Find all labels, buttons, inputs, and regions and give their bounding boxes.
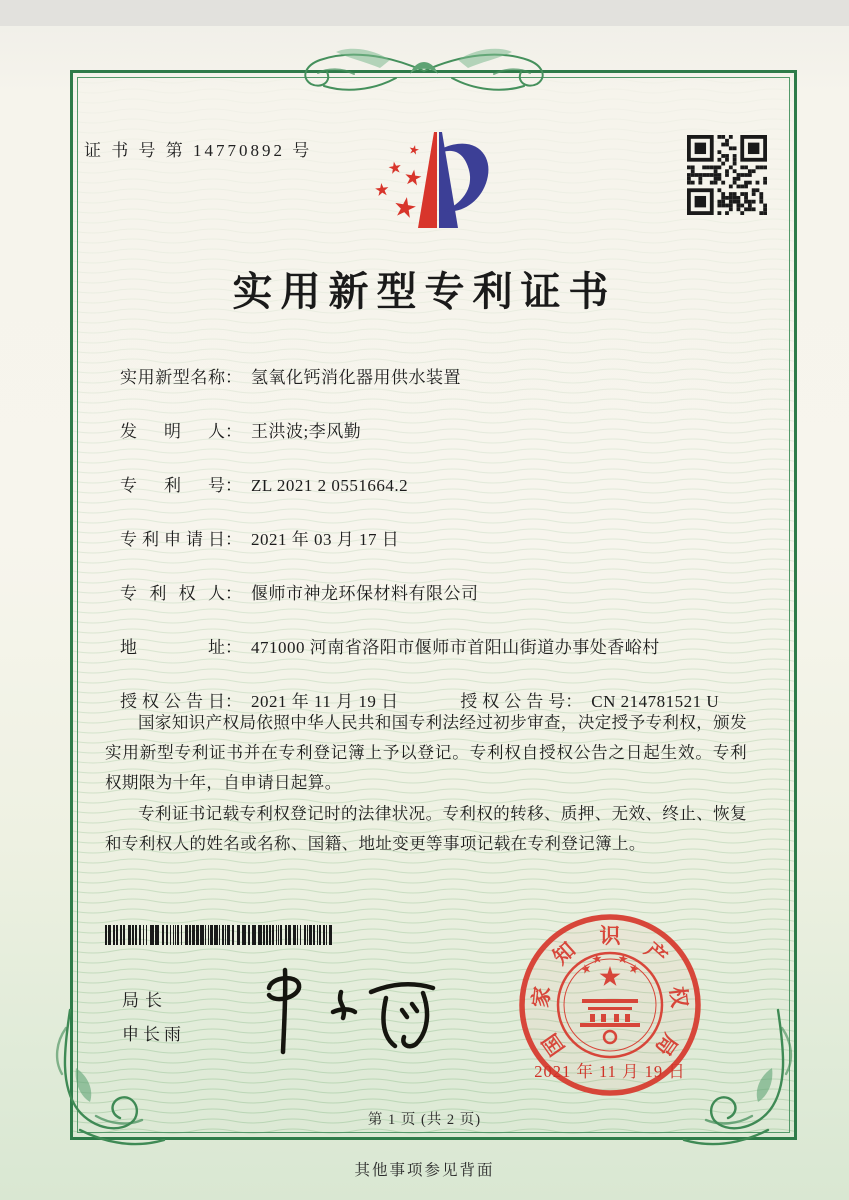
field-label: 专利权人 bbox=[120, 584, 225, 603]
page-number: 第 1 页 (共 2 页) bbox=[367, 1112, 482, 1128]
field-row-name bbox=[120, 363, 760, 388]
signer-name: 申长雨 bbox=[122, 1025, 185, 1044]
field-value: 471000 河南省洛阳市偃师市首阳山街道办事处香峪村 bbox=[251, 638, 660, 657]
field-row-address bbox=[120, 633, 760, 658]
field-label: 专利号 bbox=[120, 476, 225, 495]
colon: ： bbox=[225, 692, 242, 711]
field-label: 授权公告日 bbox=[120, 692, 225, 711]
field-label: 专利申请日 bbox=[120, 530, 225, 549]
svg-text:局: 局 bbox=[650, 1029, 683, 1061]
colon: ： bbox=[225, 530, 242, 549]
field-value: 2021 年 03 月 17 日 bbox=[251, 530, 400, 549]
svg-text:权: 权 bbox=[665, 985, 692, 1009]
field-row-inventor bbox=[120, 417, 760, 442]
field-label: 发明人 bbox=[120, 422, 225, 441]
fields-section bbox=[120, 363, 760, 741]
field-label: 地址 bbox=[120, 638, 225, 657]
legal-paragraph-1: 国家知识产权局依照中华人民共和国专利法经过初步审查，决定授予专利权，颁发实用新型专利证书并在专利登记簿上予以登记。专利权自授权公告之日起生效。专利权期限为十年，自申请日起算。 bbox=[105, 713, 747, 793]
barcode bbox=[105, 925, 337, 945]
grant-date-value: 2021 年 11 月 19 日 bbox=[251, 692, 399, 711]
colon: ： bbox=[225, 638, 242, 657]
legal-text bbox=[105, 708, 747, 859]
certificate-title: 实用新型专利证书 bbox=[232, 269, 617, 314]
field-row-patentee bbox=[120, 579, 760, 604]
field-label: 实用新型名称 bbox=[120, 368, 225, 387]
field-label: 授权公告号 bbox=[460, 692, 566, 711]
back-note: 其他事项参见背面 bbox=[354, 1162, 495, 1179]
field-row-filing-date bbox=[120, 525, 760, 550]
svg-text:识: 识 bbox=[599, 924, 621, 948]
field-row-patent-no bbox=[120, 471, 760, 496]
colon: ： bbox=[225, 368, 242, 387]
certificate-number: 证 书 号 第 14770892 号 bbox=[84, 141, 313, 160]
svg-text:知: 知 bbox=[548, 937, 580, 970]
svg-text:家: 家 bbox=[528, 985, 555, 1009]
svg-text:产: 产 bbox=[640, 937, 672, 970]
colon: ： bbox=[565, 692, 583, 711]
field-value: 王洪波;李风勤 bbox=[251, 422, 362, 441]
colon: ： bbox=[225, 584, 242, 603]
colon: ： bbox=[225, 476, 242, 495]
field-value: 偃师市神龙环保材料有限公司 bbox=[251, 584, 479, 603]
grant-no-value: CN 214781521 U bbox=[591, 692, 720, 711]
svg-text:国: 国 bbox=[537, 1029, 570, 1061]
signature-handwriting bbox=[253, 952, 453, 1060]
signer-title: 局长 bbox=[122, 991, 168, 1010]
field-value: ZL 2021 2 0551664.2 bbox=[251, 476, 409, 495]
field-value: 氢氧化钙消化器用供水装置 bbox=[251, 368, 461, 387]
colon: ： bbox=[225, 422, 242, 441]
seal-date: 2021 年 11 月 19 日 bbox=[534, 1062, 686, 1081]
scan-edge bbox=[0, 0, 849, 26]
legal-paragraph-2: 专利证书记载专利权登记时的法律状况。专利权的转移、质押、无效、终止、恢复和专利权人的姓名或名称、国籍、地址变更等事项记载在专利登记簿上。 bbox=[105, 803, 747, 853]
